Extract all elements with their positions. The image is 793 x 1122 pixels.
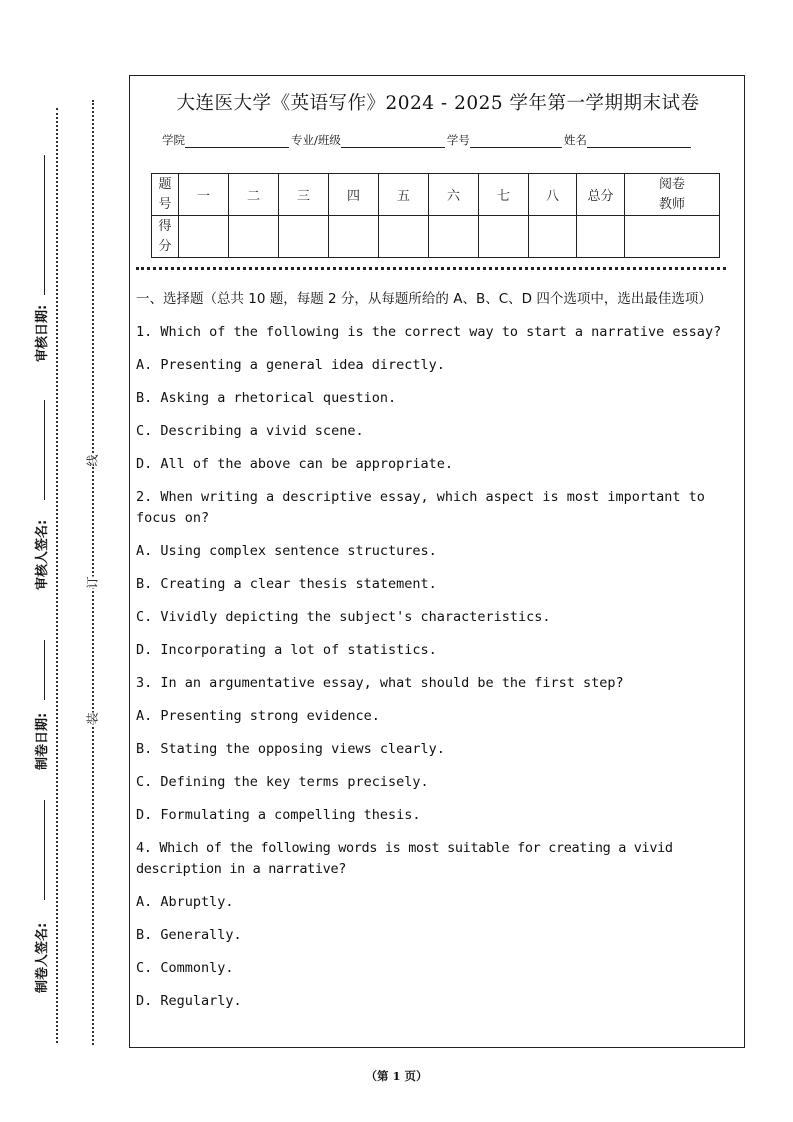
question-stem: 1. Which of the following is the correct way to start a narrative essay? (136, 324, 722, 340)
exam-title: 大连医大学《英语写作》2024 - 2025 学年第一学期期末试卷 (176, 93, 700, 114)
left-dotted-line (56, 108, 58, 1043)
col-header: 七 (479, 174, 529, 216)
score-cell[interactable] (279, 216, 329, 258)
field-major-label: 专业/班级 (291, 133, 341, 147)
option-c: C. Commonly. (136, 960, 234, 976)
field-college-blank[interactable] (185, 135, 289, 148)
option-b: B. Generally. (136, 927, 242, 943)
binding-char-mount: 装 (82, 712, 103, 724)
binding-char-bind: 订 (82, 576, 103, 588)
col-header: 五 (379, 174, 429, 216)
field-name-label: 姓名 (563, 133, 587, 147)
maker-date-label: 制卷日期: (35, 712, 50, 770)
score-cell[interactable] (179, 216, 229, 258)
dotted-separator (136, 267, 726, 270)
maker-sign-label: 制卷人签名: (35, 922, 50, 993)
field-id-label: 学号 (446, 133, 470, 147)
option-d: D. Regularly. (136, 993, 242, 1009)
col-header: 三 (279, 174, 329, 216)
option-a: A. Presenting a general idea directly. (136, 357, 445, 373)
exam-frame (129, 75, 745, 1048)
binding-char-line: 线 (82, 454, 103, 466)
col-header: 一 (179, 174, 229, 216)
maker-sign-line (44, 800, 45, 900)
option-b: B. Stating the opposing views clearly. (136, 741, 445, 757)
page-number: （第 1 页） (365, 1069, 428, 1083)
score-cell[interactable] (529, 216, 577, 258)
score-table (151, 173, 720, 258)
option-d: D. Formulating a compelling thesis. (136, 807, 421, 823)
option-a: A. Abruptly. (136, 894, 234, 910)
question-stem: 3. In an argumentative essay, what should be the first step? (136, 675, 624, 691)
question-stem: 2. When writing a descriptive essay, which aspect is most important to focus on? (136, 489, 714, 526)
col-header-total: 总分 (577, 174, 625, 216)
option-c: C. Defining the key terms precisely. (136, 774, 429, 790)
reviewer-sign-line (44, 400, 45, 500)
col-header: 二 (229, 174, 279, 216)
reviewer-sign-label: 审核人签名: (35, 519, 50, 590)
field-major-blank[interactable] (341, 135, 445, 148)
option-b: B. Asking a rhetorical question. (136, 390, 397, 406)
score-cell[interactable] (379, 216, 429, 258)
score-cell-total[interactable] (577, 216, 625, 258)
option-a: A. Presenting strong evidence. (136, 708, 380, 724)
section-title: 一、选择题（总共 10 题，每题 2 分，从每题所给的 A、B、C、D 四个选项中，选出最佳选项） (136, 291, 712, 307)
col-header: 六 (429, 174, 479, 216)
option-a: A. Using complex sentence structures. (136, 543, 437, 559)
field-college-label: 学院 (162, 133, 185, 147)
option-d: D. All of the above can be appropriate. (136, 456, 453, 472)
score-cell[interactable] (429, 216, 479, 258)
score-row-header: 得分 (152, 216, 179, 258)
question-content (136, 289, 742, 1024)
score-cell[interactable] (329, 216, 379, 258)
option-c: C. Vividly depicting the subject's characteristics. (136, 609, 551, 625)
maker-date-line (44, 640, 45, 700)
col-header: 八 (529, 174, 577, 216)
score-table-header-row (152, 174, 720, 216)
field-name-blank[interactable] (587, 135, 691, 148)
binding-margin (0, 0, 120, 1122)
reviewer-date-label: 审核日期: (35, 304, 50, 362)
option-c: C. Describing a vivid scene. (136, 423, 364, 439)
field-id-blank[interactable] (470, 135, 562, 148)
score-cell-grader[interactable] (625, 216, 720, 258)
option-b: B. Creating a clear thesis statement. (136, 576, 437, 592)
score-cell[interactable] (479, 216, 529, 258)
score-table-score-row (152, 216, 720, 258)
reviewer-date-line (44, 155, 45, 295)
score-cell[interactable] (229, 216, 279, 258)
option-d: D. Incorporating a lot of statistics. (136, 642, 437, 658)
col-header: 四 (329, 174, 379, 216)
col-header-grader: 阅卷 教师 (625, 174, 720, 216)
binding-dotted-line (92, 100, 94, 1045)
question-number-header: 题号 (152, 174, 179, 216)
question-stem: 4. Which of the following words is most suitable for creating a vivid description in a narrative? (136, 840, 681, 877)
student-info-row (162, 132, 722, 148)
